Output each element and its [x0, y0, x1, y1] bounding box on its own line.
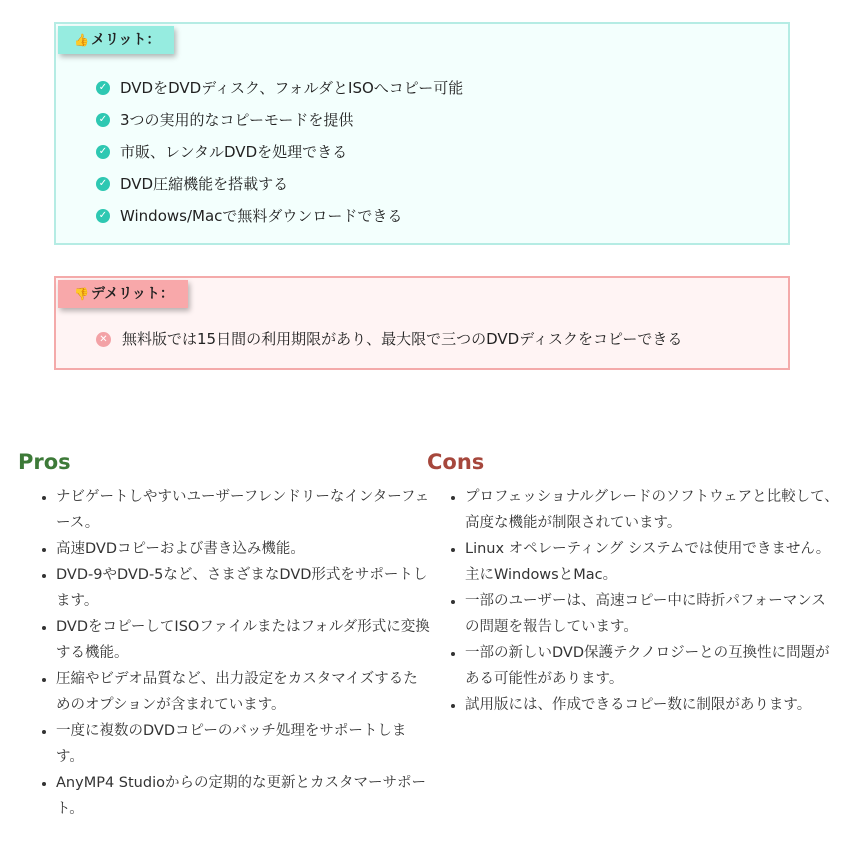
pros-list: [18, 484, 430, 822]
list-item: • 試用版には、作成できるコピー数に制限があります。: [465, 692, 839, 718]
demerit-tag: [58, 280, 188, 308]
merit-title: メリット：: [90, 32, 161, 48]
list-item: • DVDをコピーしてISOファイルまたはフォルダ形式に変換する機能。: [56, 614, 430, 666]
thumbs-up-icon: 👍: [74, 33, 89, 47]
list-item: • プロフェッショナルグレードのソフトウェアと比較して、高度な機能が制限されています。: [465, 484, 839, 536]
demerit-list: [96, 325, 682, 353]
check-circle-icon: ✓: [96, 177, 110, 191]
list-item: • 一部の新しいDVD保護テクノロジーとの互換性に問題がある可能性があります。: [465, 640, 839, 692]
cons-list: [427, 484, 839, 718]
check-circle-icon: ✓: [96, 145, 110, 159]
demerit-box: [54, 276, 790, 370]
check-circle-icon: ✓: [96, 113, 110, 127]
pros-column: [18, 446, 430, 822]
list-item: [96, 104, 463, 136]
cons-column: [427, 446, 839, 718]
list-item: • AnyMP4 Studioからの定期的な更新とカスタマーサポート。: [56, 770, 430, 822]
list-item: [96, 72, 463, 104]
merit-item-text: DVDをDVDディスク、フォルダとISOへコピー可能: [120, 79, 464, 97]
merit-item-text: Windows/Macで無料ダウンロードできる: [120, 207, 403, 225]
merit-item-text: DVD圧縮機能を搭載する: [120, 175, 289, 193]
thumbs-down-icon: 👎: [74, 287, 89, 301]
list-item: [96, 136, 463, 168]
pros-heading: Pros: [18, 450, 71, 474]
demerit-item-text: 無料版では15日間の利用期限があり、最大限で三つのDVDディスクをコピーできる: [122, 330, 683, 348]
check-circle-icon: ✓: [96, 209, 110, 223]
list-item: • DVD-9やDVD-5など、さまざまなDVD形式をサポートします。: [56, 562, 430, 614]
merit-item-text: 3つの実用的なコピーモードを提供: [120, 111, 354, 129]
x-circle-icon: ✕: [96, 332, 111, 347]
merit-item-text: 市販、レンタルDVDを処理できる: [120, 143, 348, 161]
list-item: [96, 200, 463, 232]
list-item: • Linux オペレーティング システムでは使用できません。主にWindowsとMac。: [465, 536, 839, 588]
list-item: • 一度に複数のDVDコピーのバッチ処理をサポートします。: [56, 718, 430, 770]
list-item: • 高速DVDコピーおよび書き込み機能。: [56, 536, 430, 562]
list-item: • 一部のユーザーは、高速コピー中に時折パフォーマンスの問題を報告しています。: [465, 588, 839, 640]
list-item: • ナビゲートしやすいユーザーフレンドリーなインターフェース。: [56, 484, 430, 536]
demerit-title: デメリット：: [90, 286, 174, 302]
list-item: [96, 325, 682, 353]
list-item: • 圧縮やビデオ品質など、出力設定をカスタマイズするためのオプションが含まれています。: [56, 666, 430, 718]
merit-box: [54, 22, 790, 245]
merit-tag: [58, 26, 174, 54]
check-circle-icon: ✓: [96, 81, 110, 95]
cons-heading: Cons: [427, 450, 485, 474]
list-item: [96, 168, 463, 200]
merit-list: [96, 72, 463, 232]
